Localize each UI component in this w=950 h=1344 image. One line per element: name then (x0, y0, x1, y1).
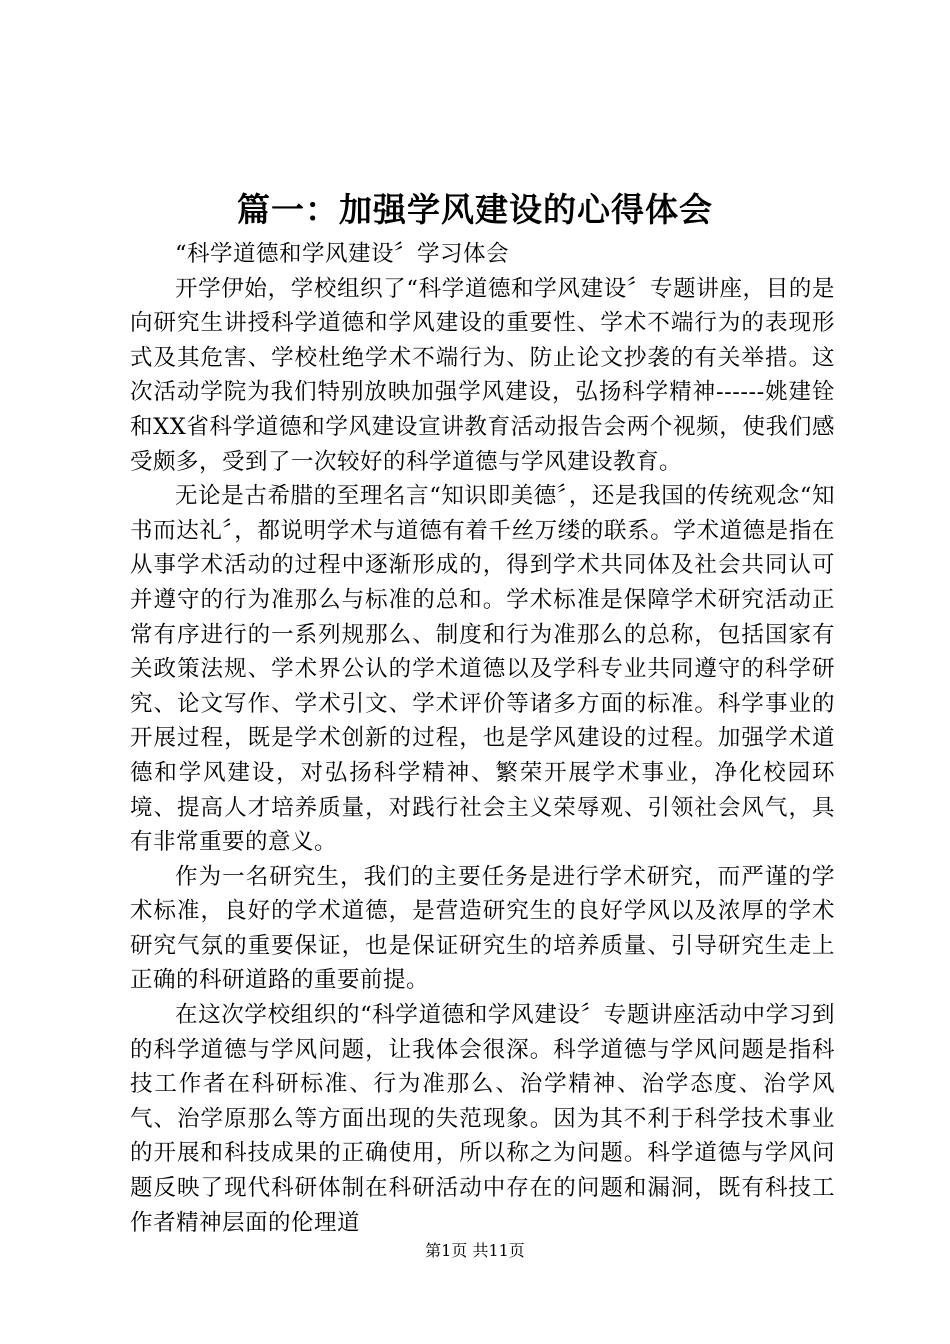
paragraph: 开学伊始，学校组织了“科学道德和学风建设〞专题讲座，目的是向研究生讲授科学道德和学风建设的重要性、学术不端行为的表现形式及其危害、学校杜绝学术不端行为、防止论文抄袭的有关举措。这次活动学院为我们特别放映加强学风建设，弘扬科学精神------姚建铨和XX省科学道德和学风建设宣讲教育活动报告会两个视频，使我们感受颇多，受到了一次较好的科学道德与学风建设教育。 (130, 275, 835, 475)
document-body (130, 237, 835, 1240)
paragraph-subtitle: “科学道德和学风建设〞学习体会 (175, 241, 510, 267)
paragraph: 在这次学校组织的“科学道德和学风建设〞专题讲座活动中学习到的科学道德与学风问题，让我体会很深。科学道德与学风问题是指科技工作者在科研标准、行为准那么、治学精神、治学态度、治学风气、治学原那么等方面出现的失范现象。因为其不利于科学技术事业的开展和科技成果的正确使用，所以称之为问题。科学道德与学风问题反映了现代科研体制在科研活动中存在的问题和漏洞，既有科技工作者精神层面的伦理道 (130, 1002, 835, 1236)
page-title: 篇一：加强学风建设的心得体会 (237, 190, 713, 229)
page-number-footer: 第1页 共11页 (425, 1241, 525, 1260)
paragraph: 无论是古希腊的至理名言“知识即美德〞，还是我国的传统观念“知书而达礼〞，都说明学术与道德有着千丝万缕的联系。学术道德是指在从事学术活动的过程中逐渐形成的，得到学术共同体及社会共同认可并遵守的行为准那么与标准的总和。学术标准是保障学术研究活动正常有序进行的一系列规那么、制度和行为准那么的总称，包括国家有关政策法规、学术界公认的学术道德以及学科专业共同遵守的科学研究、论文写作、学术引文、学术评价等诸多方面的标准。科学事业的开展过程，既是学术创新的过程，也是学风建设的过程。加强学术道德和学风建设，对弘扬科学精神、繁荣开展学术事业，净化校园环境、提高人才培养质量，对践行社会主义荣辱观、引领社会风气，具有非常重要的意义。 (130, 483, 835, 856)
paragraph: 作为一名研究生，我们的主要任务是进行学术研究，而严谨的学术标准，良好的学术道德，是营造研究生的良好学风以及浓厚的学术研究气氛的重要保证，也是保证研究生的培养质量、引导研究生走上正确的科研道路的重要前提。 (130, 863, 835, 994)
